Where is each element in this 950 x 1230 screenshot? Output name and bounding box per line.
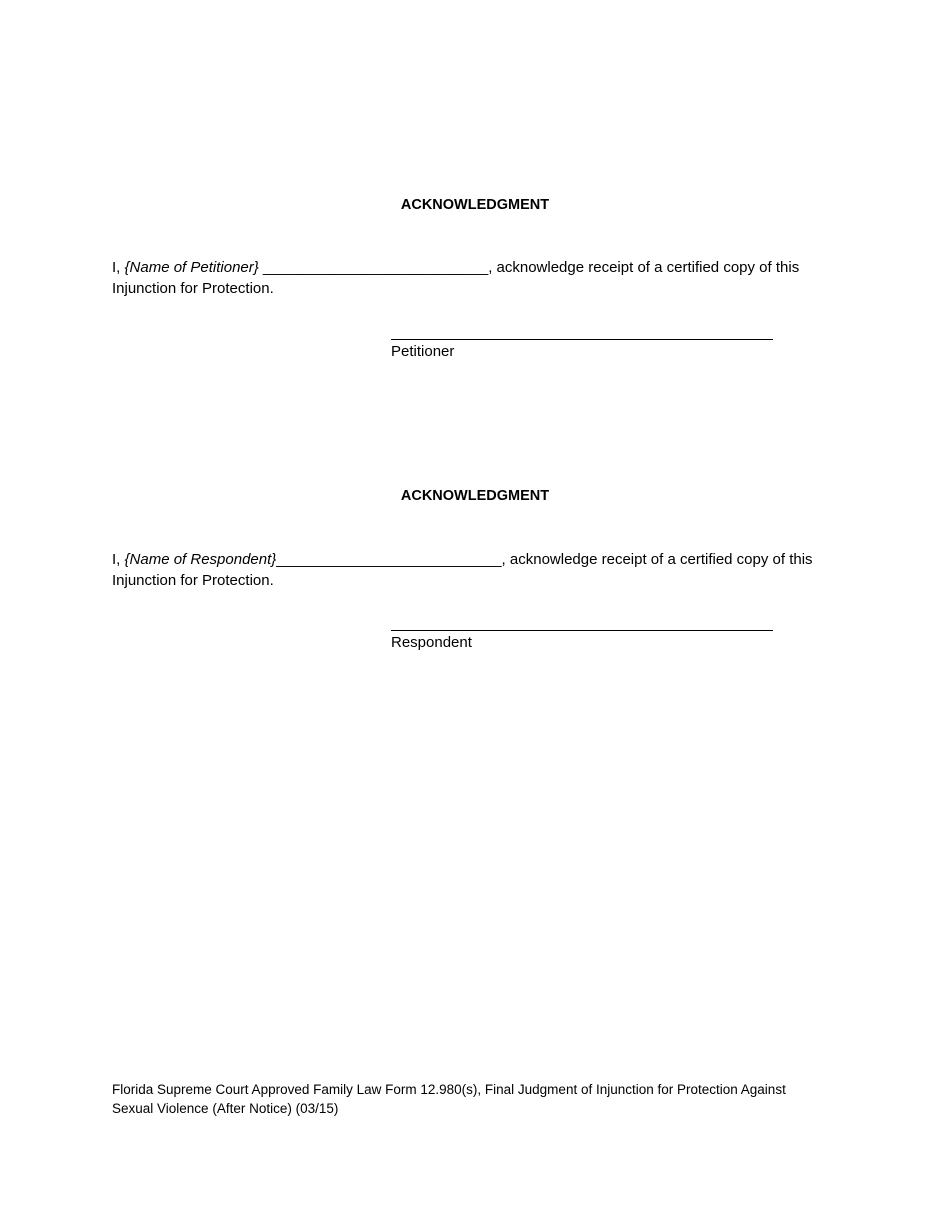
petitioner-acknowledgment-text [112,257,852,299]
petitioner-name-placeholder: {Name of Petitioner} [124,259,259,276]
petitioner-prefix: I, [112,259,125,276]
respondent-name-placeholder: {Name of Respondent} [124,551,277,568]
petitioner-signature-label: Petitioner [391,343,455,360]
respondent-name-blank[interactable]: ___________________________ [276,551,502,568]
footer-line-2: Sexual Violence (After Notice) (03/15) [112,1101,339,1116]
footer-line-1: Florida Supreme Court Approved Family Law Form 12.980(s), Final Judgment of Injunction for Protection Against [112,1082,786,1097]
petitioner-name-blank[interactable]: ___________________________ [258,259,489,276]
petitioner-acknowledgment-line-2: Injunction for Protection. [112,280,274,297]
respondent-acknowledgment-line-2: Injunction for Protection. [112,572,274,589]
respondent-prefix: I, [112,551,125,568]
petitioner-signature-line[interactable] [391,339,773,340]
petitioner-acknowledge-text: , acknowledge receipt of a certified copy of this [488,259,800,276]
petitioner-acknowledgment-heading: ACKNOWLEDGMENT [400,197,550,213]
respondent-signature-label: Respondent [391,634,472,651]
respondent-signature-line[interactable] [391,630,773,631]
petitioner-acknowledgment-line-1 [112,257,852,278]
respondent-acknowledgment-text [112,549,852,591]
respondent-acknowledgment-line-1 [112,549,852,570]
respondent-acknowledgment-heading: ACKNOWLEDGMENT [400,488,550,504]
respondent-acknowledge-text: , acknowledge receipt of a certified copy of this [501,551,813,568]
form-footer [112,1080,852,1118]
